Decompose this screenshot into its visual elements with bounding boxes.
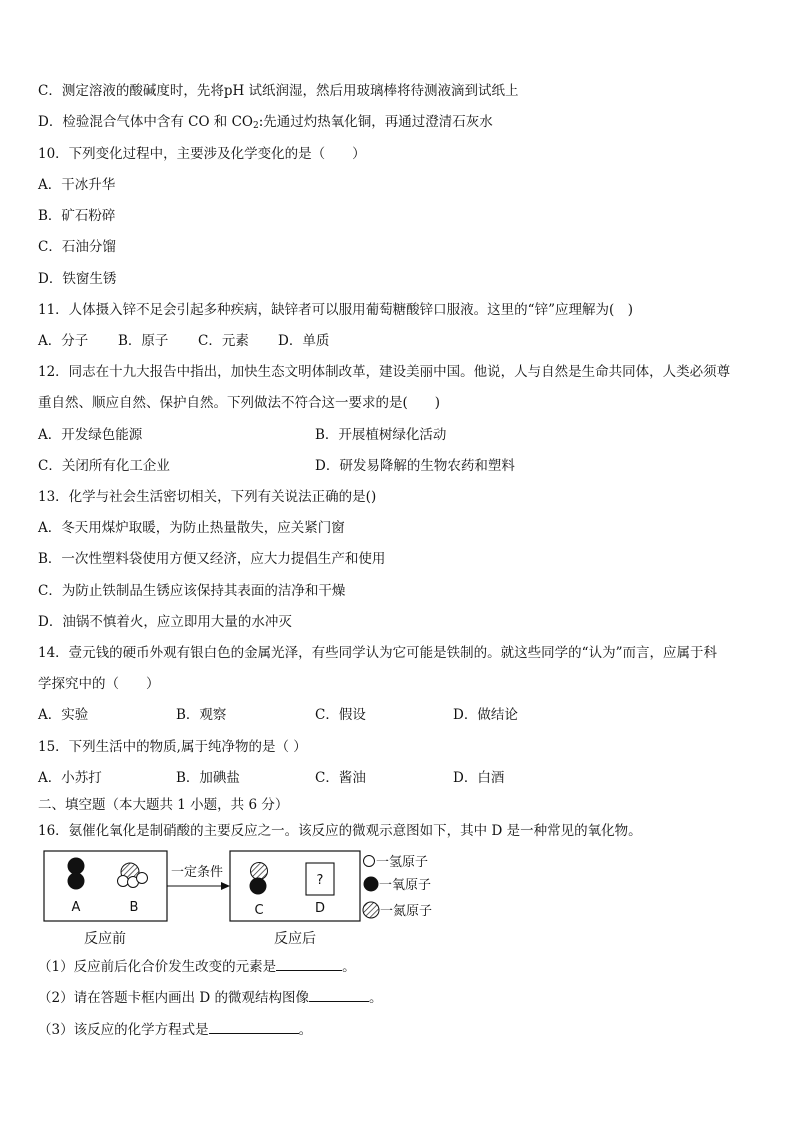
before-label: 反应前 [84, 931, 126, 947]
legend-nitrogen: 一氮原子 [380, 904, 433, 919]
q15-stem: 15．下列生活中的物质,属于纯净物的是（ ） [38, 739, 307, 755]
q16-sub2 [38, 988, 383, 1007]
q13-option-d: D．油锅不慎着火，应立即用大量的水冲灭 [38, 614, 292, 630]
oxygen-atom-icon [364, 877, 379, 892]
after-label: 反应后 [274, 931, 316, 947]
label-c: C [254, 903, 264, 918]
legend-hydrogen: 一氢原子 [376, 855, 429, 870]
q10-option-c: C．石油分馏 [38, 239, 116, 255]
q12-option-b: B．开展植树绿化活动 [315, 427, 447, 443]
answer-blank-3 [209, 1020, 299, 1034]
q14-option-d: D．做结论 [453, 707, 518, 723]
q12-option-c: C．关闭所有化工企业 [38, 458, 170, 474]
q11-option-a: A．分子 [38, 333, 89, 349]
q11-option-d: D．单质 [278, 333, 330, 349]
q10-option-b: B．矿石粉碎 [38, 208, 116, 224]
q15-option-b: B．加碘盐 [176, 770, 240, 786]
reaction-diagram [30, 844, 450, 950]
q16-stem: 16．氨催化氧化是制硝酸的主要反应之一。该反应的微观示意图如下，其中 D 是一种常见的氧化物。 [38, 823, 642, 839]
q13-option-a: A．冬天用煤炉取暖，为防止热量散失，应关紧门窗 [38, 520, 345, 536]
arrow-head [221, 882, 230, 890]
q9d-text-pre: D．检验混合气体中含有 CO 和 CO [38, 114, 253, 130]
q13-option-c: C．为防止铁制品生锈应该保持其表面的洁净和干燥 [38, 583, 346, 599]
answer-blank-1 [276, 957, 342, 971]
q16-sub2-period: 。 [369, 990, 383, 1006]
q9-option-c: C．测定溶液的酸碱度时，先将pH 试纸润湿，然后用玻璃棒将待测液滴到试纸上 [38, 83, 519, 99]
nitrogen-atom-icon [363, 902, 379, 918]
q16-sub2-text: （2）请在答题卡框内画出 D 的微观结构图像 [38, 990, 309, 1006]
q12-option-a: A．开发绿色能源 [38, 427, 143, 443]
label-d: D [314, 901, 326, 916]
q10-stem: 10．下列变化过程中，主要涉及化学变化的是（ ） [38, 146, 366, 162]
before-box [44, 851, 167, 921]
q10-option-a: A．干冰升华 [38, 177, 116, 193]
q14-option-b: B．观察 [176, 707, 227, 723]
q13-stem: 13．化学与社会生活密切相关，下列有关说法正确的是() [38, 489, 377, 505]
q16-sub3-text: （3）该反应的化学方程式是 [38, 1022, 209, 1038]
q14-option-c: C．假设 [315, 707, 366, 723]
molecule-c [250, 863, 268, 895]
q13-option-b: B．一次性塑料袋使用方便又经济，应大力提倡生产和使用 [38, 551, 386, 567]
q16-sub1-text: （1）反应前后化合价发生改变的元素是 [38, 959, 277, 975]
q15-option-a: A．小苏打 [38, 770, 102, 786]
label-a: A [71, 900, 81, 915]
label-b: B [129, 900, 139, 915]
legend [363, 855, 432, 919]
q14-stem-line2: 学探究中的（ ） [38, 676, 160, 692]
molecule-a [68, 858, 85, 890]
q14-stem-line1: 14．壹元钱的硬币外观有银白色的金属光泽，有些同学认为它可能是铁制的。就这些同学的“认为”而言，应属于科 [38, 645, 717, 661]
section-heading: 二、填空题（本大题共 1 小题，共 6 分） [38, 797, 289, 813]
legend-oxygen: 一氧原子 [379, 878, 432, 893]
q12-stem-line1: 12．同志在十九大报告中指出，加快生态文明体制改革，建设美丽中国。他说，人与自然是生命共同体，人类必须尊 [38, 364, 731, 380]
q16-sub1-period: 。 [342, 959, 356, 975]
q14-option-a: A．实验 [38, 707, 89, 723]
q11-option-c: C．元素 [198, 333, 249, 349]
q16-sub3-period: 。 [298, 1022, 313, 1038]
q16-sub1 [38, 957, 356, 976]
answer-blank-2 [309, 988, 369, 1002]
q16-sub3 [38, 1020, 312, 1039]
q12-stem-line2: 重自然、顺应自然、保护自然。下列做法不符合这一要求的是( ) [38, 395, 441, 411]
q11-option-b: B．原子 [118, 333, 169, 349]
q15-option-c: C．酱油 [315, 770, 366, 786]
arrow-label: 一定条件 [170, 865, 224, 880]
q9d-text-post: :先通过灼热氧化铜，再通过澄清石灰水 [258, 114, 493, 130]
question-mark: ? [316, 873, 324, 888]
q10-option-d: D．铁窗生锈 [38, 271, 117, 287]
hydrogen-atom-icon [364, 856, 375, 867]
q15-option-d: D．白酒 [453, 770, 505, 786]
q9d-subscript: 2 [253, 121, 259, 131]
molecule-b [118, 863, 148, 888]
q9-option-d [38, 113, 493, 131]
q11-stem: 11．人体摄入锌不足会引起多种疾病，缺锌者可以服用葡萄糖酸锌口服液。这里的“锌”应理解为( ) [38, 302, 634, 318]
q12-option-d: D．研发易降解的生物农药和塑料 [315, 458, 515, 474]
